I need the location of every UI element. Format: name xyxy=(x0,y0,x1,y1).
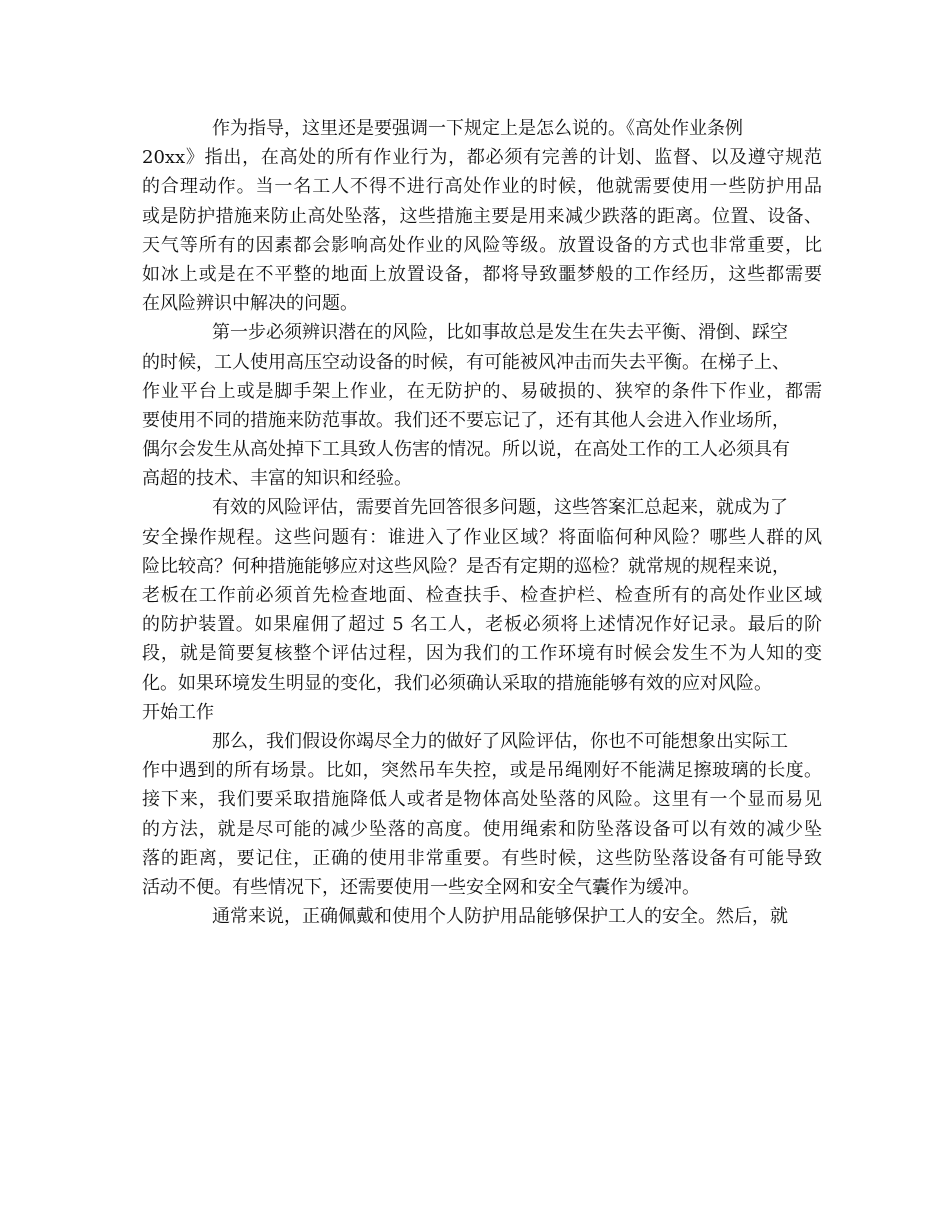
paragraph-line: 偶尔会发生从高处掉下工具致人伤害的情况。所以说，在高处工作的工人必须具有 xyxy=(142,439,790,461)
paragraph-line: 通常来说，正确佩戴和使用个人防护用品能够保护工人的安全。然后，就 xyxy=(212,906,788,928)
paragraph-line: 天气等所有的因素都会影响高处作业的风险等级。放置设备的方式也非常重要，比 xyxy=(142,234,822,256)
paragraph-line: 老板在工作前必须首先检查地面、检查扶手、检查护栏、检查所有的高处作业区域 xyxy=(142,585,822,606)
paragraph-line: 安全操作规程。这些问题有：谁进入了作业区域？将面临何种风险？哪些人群的风 xyxy=(142,526,822,548)
paragraph-line: 20xx》指出，在高处的所有作业行为，都必须有完善的计划、监督、以及遵守规范 xyxy=(142,147,822,169)
paragraph-line: 高超的技术、丰富的知识和经验。 xyxy=(142,468,412,490)
paragraph-regulation xyxy=(142,114,822,318)
paragraph-line: 接下来，我们要采取措施降低人或者是物体高处坠落的风险。这里有一个显而易见 xyxy=(142,789,822,811)
paragraph-line: 作业平台上或是脚手架上作业，在无防护的、易破损的、狭窄的条件下作业，都需 xyxy=(142,380,822,402)
paragraph-ppe xyxy=(142,902,822,931)
paragraph-line: 活动不便。有些情况下，还需要使用一些安全网和安全气囊作为缓冲。 xyxy=(142,876,700,898)
paragraph-line: 要使用不同的措施来防范事故。我们还不要忘记了，还有其他人会进入作业场所， xyxy=(142,409,790,431)
paragraph-line: 如冰上或是在不平整的地面上放置设备，都将导致噩梦般的工作经历，这些都需要 xyxy=(142,263,822,285)
paragraph-line: 或是防护措施来防止高处坠落，这些措施主要是用来减少跌落的距离。位置、设备、 xyxy=(142,205,822,227)
paragraph-line: 有效的风险评估，需要首先回答很多问题，这些答案汇总起来，就成为了 xyxy=(212,497,788,519)
paragraph-start-work xyxy=(142,727,822,902)
paragraph-line: 化。如果环境发生明显的变化，我们必须确认采取的措施能够有效的应对风险。 xyxy=(142,672,772,694)
paragraph-line: 险比较高？何种措施能够应对这些风险？是否有定期的巡检？就常规的规程来说， xyxy=(142,555,790,577)
paragraph-line: 的防护装置。如果雇佣了超过 5 名工人，老板必须将上述情况作好记录。最后的阶 xyxy=(142,614,822,636)
paragraph-line: 的时候，工人使用高压空动设备的时候，有可能被风冲击而失去平衡。在梯子上、 xyxy=(142,351,790,373)
document-body xyxy=(142,114,822,931)
paragraph-line: 作中遇到的所有场景。比如，突然吊车失控，或是吊绳刚好不能满足擦玻璃的长度。 xyxy=(142,760,822,782)
paragraph-line: 作为指导，这里还是要强调一下规定上是怎么说的。《高处作业条例 xyxy=(212,118,743,139)
paragraph-line: 第一步必须辨识潜在的风险，比如事故总是发生在失去平衡、滑倒、踩空 xyxy=(212,322,788,344)
paragraph-line: 的方法，就是尽可能的减少坠落的高度。使用绳索和防坠落设备可以有效的减少坠 xyxy=(142,818,822,840)
paragraph-line: 的合理动作。当一名工人不得不进行高处作业的时候，他就需要使用一些防护用品 xyxy=(142,176,822,198)
paragraph-line: 落的距离，要记住，正确的使用非常重要。有些时候，这些防坠落设备有可能导致 xyxy=(142,847,822,869)
section-heading: 开始工作 xyxy=(142,701,214,723)
paragraph-identify-risks xyxy=(142,318,822,493)
paragraph-risk-assessment xyxy=(142,493,822,697)
paragraph-line: 那么，我们假设你竭尽全力的做好了风险评估，你也不可能想象出实际工 xyxy=(212,730,788,752)
paragraph-line: 在风险辨识中解决的问题。 xyxy=(142,293,358,315)
paragraph-line: 段，就是简要复核整个评估过程，因为我们的工作环境有时候会发生不为人知的变 xyxy=(142,643,822,665)
